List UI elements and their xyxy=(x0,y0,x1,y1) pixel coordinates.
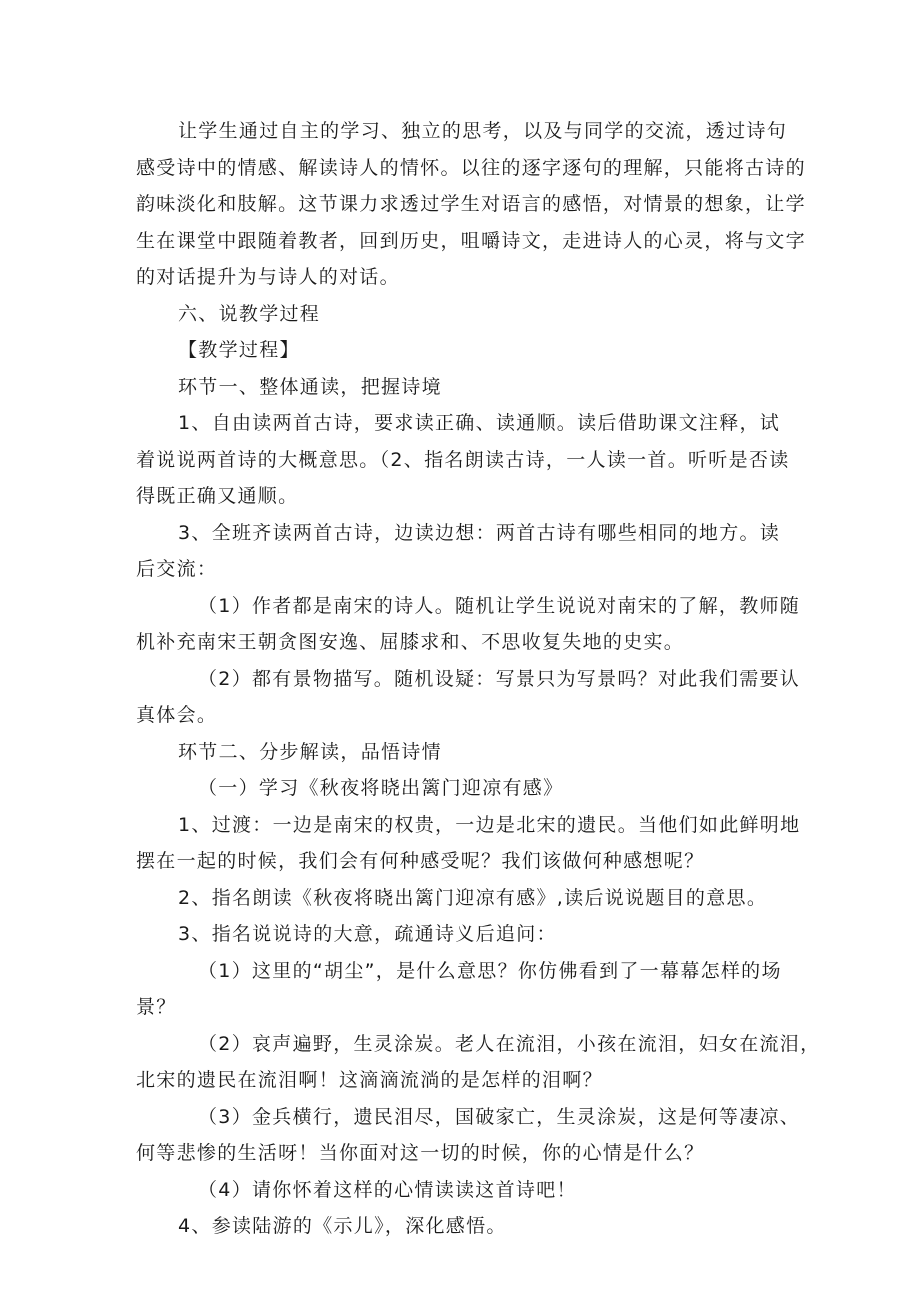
paragraph-line: （2）都有景物描写。随机设疑：写景只为写景吗？对此我们需要认 xyxy=(198,668,801,690)
stage-heading: 环节二、分步解读，品悟诗情 xyxy=(178,741,442,763)
paragraph-line: 得既正确又通顺。 xyxy=(136,485,299,507)
paragraph-line: 让学生通过自主的学习、独立的思考，以及与同学的交流，透过诗句 xyxy=(178,120,788,142)
paragraph-line: 何等悲惨的生活呀！当你面对这一切的时候，你的心情是什么？ xyxy=(136,1142,705,1164)
paragraph-line: （4）请你怀着这样的心情读读这首诗吧！ xyxy=(198,1179,577,1201)
paragraph-line: 3、全班齐读两首古诗，边读边想：两首古诗有哪些相同的地方。读 xyxy=(178,522,781,544)
paragraph-line: 4、参读陆游的《示儿》，深化感悟。 xyxy=(178,1215,507,1237)
paragraph-line: 着说说两首诗的大概意思。（2、指名朗读古诗，一人读一首。听听是否读 xyxy=(136,449,790,471)
paragraph-line: 1、过渡：一边是南宋的权贵，一边是北宋的遗民。当他们如此鲜明地 xyxy=(178,814,801,836)
paragraph-line: 2、指名朗读《秋夜将晓出篱门迎凉有感》,读后说说题目的意思。 xyxy=(178,887,768,909)
paragraph-line: 1、自由读两首古诗，要求读正确、读通顺。读后借助课文注释，试 xyxy=(178,412,781,434)
paragraph-line: 机补充南宋王朝贪图安逸、屈膝求和、不思收复失地的史实。 xyxy=(136,631,685,653)
paragraph-line: （1）这里的“胡尘”，是什么意思？你仿佛看到了一幕幕怎样的场 xyxy=(198,960,782,982)
paragraph-line: 真体会。 xyxy=(136,704,218,726)
paragraph-line: 后交流： xyxy=(136,558,218,580)
section-subheading: 【教学过程】 xyxy=(178,339,300,361)
paragraph-line: 景？ xyxy=(136,996,177,1018)
paragraph-line: 的对话提升为与诗人的对话。 xyxy=(136,266,400,288)
subsection-heading: （一）学习《秋夜将晓出篱门迎凉有感》 xyxy=(198,777,564,799)
paragraph-line: （2）哀声遍野，生灵涂炭。老人在流泪，小孩在流泪，妇女在流泪， xyxy=(198,1033,821,1055)
paragraph-line: （1）作者都是南宋的诗人。随机让学生说说对南宋的了解，教师随 xyxy=(198,595,801,617)
stage-heading: 环节一、整体通读，把握诗境 xyxy=(178,376,442,398)
paragraph-line: 生在课堂中跟随着教者，回到历史，咀嚼诗文，走进诗人的心灵，将与文字 xyxy=(136,230,806,252)
paragraph-line: 韵味淡化和肢解。这节课力求透过学生对语言的感悟，对情景的想象，让学 xyxy=(136,193,806,215)
paragraph-line: 3、指名说说诗的大意，疏通诗义后追问： xyxy=(178,923,557,945)
section-heading: 六、说教学过程 xyxy=(178,303,321,325)
paragraph-line: 北宋的遗民在流泪啊！这滴滴流淌的是怎样的泪啊？ xyxy=(136,1069,603,1091)
paragraph-line: 摆在一起的时候，我们会有何种感受呢？我们该做何种感想呢？ xyxy=(136,850,705,872)
paragraph-line: （3）金兵横行，遗民泪尽，国破家亡，生灵涂炭，这是何等凄凉、 xyxy=(198,1106,801,1128)
paragraph-line: 感受诗中的情感、解读诗人的情怀。以往的逐字逐句的理解，只能将古诗的 xyxy=(136,157,806,179)
